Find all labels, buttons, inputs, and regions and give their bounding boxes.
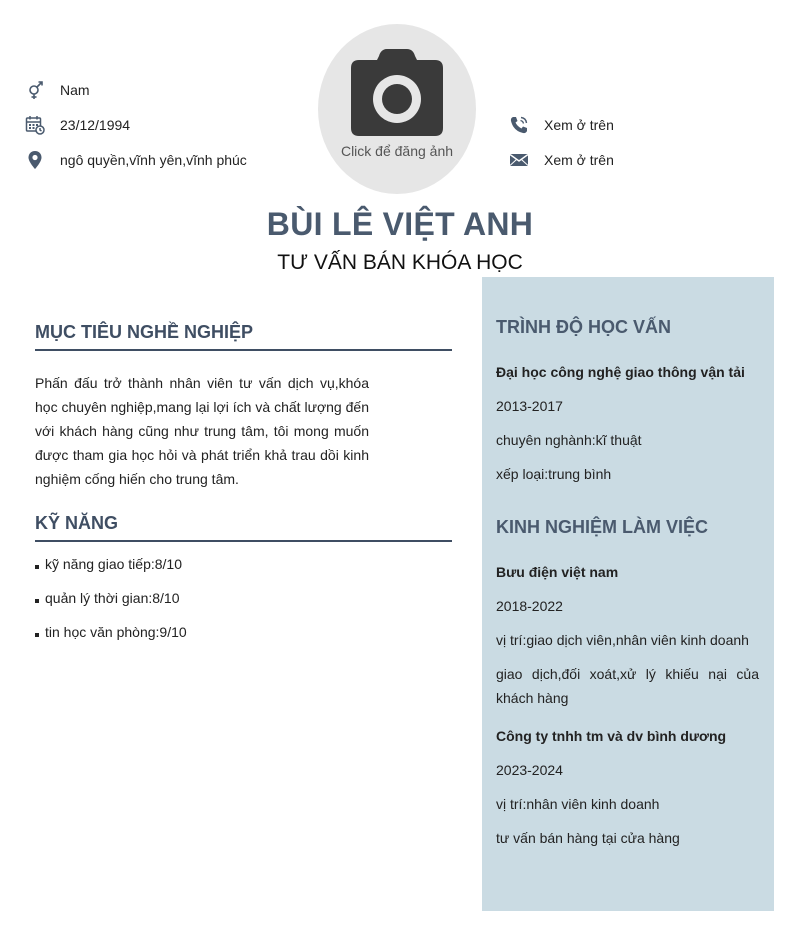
avatar-caption: Click để đăng ảnh: [340, 143, 454, 159]
gender-value: Nam: [60, 82, 90, 98]
avatar-upload[interactable]: [318, 24, 476, 194]
job-years: 2023-2024: [496, 762, 563, 778]
job-company: Công ty tnhh tm và dv bình dương: [496, 728, 727, 744]
skill-item: quản lý thời gian:8/10: [35, 590, 452, 624]
job-description: giao dịch,đối xoát,xử lý khiếu nại của khách hàng: [496, 666, 759, 706]
skills-heading: KỸ NĂNG: [35, 513, 452, 542]
education-grade: xếp loại:trung bình: [496, 466, 612, 482]
candidate-name: BÙI LÊ VIỆT ANH: [266, 206, 534, 242]
gender-icon: [24, 79, 46, 101]
skill-item: tin học văn phòng:9/10: [35, 624, 452, 658]
birthday-value: 23/12/1994: [60, 117, 131, 133]
phone-value: Xem ở trên: [544, 117, 614, 133]
envelope-icon: [508, 149, 530, 171]
email-row: [508, 149, 614, 171]
right-column: [482, 277, 774, 911]
education-school: Đại học công nghệ giao thông vận tải: [496, 364, 745, 380]
birthday-row: [24, 114, 130, 136]
phone-icon: [508, 114, 530, 136]
objective-heading: MỤC TIÊU NGHỀ NGHIỆP: [35, 322, 452, 351]
bullet-icon: [35, 633, 39, 637]
job-position: vị trí:giao dịch viên,nhân viên kinh doanh: [496, 632, 749, 648]
candidate-title: TƯ VẤN BÁN KHÓA HỌC: [277, 251, 523, 274]
job-position: vị trí:nhân viên kinh doanh: [496, 796, 660, 812]
gender-row: [24, 79, 90, 101]
address-row: [24, 149, 247, 171]
address-value: ngô quyền,vĩnh yên,vĩnh phúc: [60, 152, 247, 168]
calendar-icon: [24, 114, 46, 136]
left-column: [35, 322, 452, 658]
education-heading: TRÌNH ĐỘ HỌC VẤN: [496, 317, 671, 337]
education-major: chuyên nghành:kĩ thuật: [496, 432, 642, 448]
bullet-icon: [35, 565, 39, 569]
skills-list: [35, 556, 452, 658]
job-description: tư vấn bán hàng tại cửa hàng: [496, 830, 680, 846]
email-value: Xem ở trên: [544, 152, 614, 168]
skill-item: kỹ năng giao tiếp:8/10: [35, 556, 452, 590]
job-company: Bưu điện việt nam: [496, 564, 619, 580]
location-pin-icon: [24, 149, 46, 171]
job-years: 2018-2022: [496, 598, 563, 614]
phone-row: [508, 114, 614, 136]
camera-icon: [349, 48, 445, 138]
bullet-icon: [35, 599, 39, 603]
education-years: 2013-2017: [496, 398, 563, 414]
experience-heading: KINH NGHIỆM LÀM VIỆC: [496, 517, 709, 537]
objective-text: Phấn đấu trở thành nhân viên tư vấn dịch vụ,khóa học chuyên nghiệp,mang lại lợi ích và chất lượng đến với khách hàng cũng như trung tâm, tôi mong muốn được tham gia học hỏi và phát triển khả trau dồi kinh nghiệm cống hiến cho trung tâm.: [35, 375, 369, 487]
